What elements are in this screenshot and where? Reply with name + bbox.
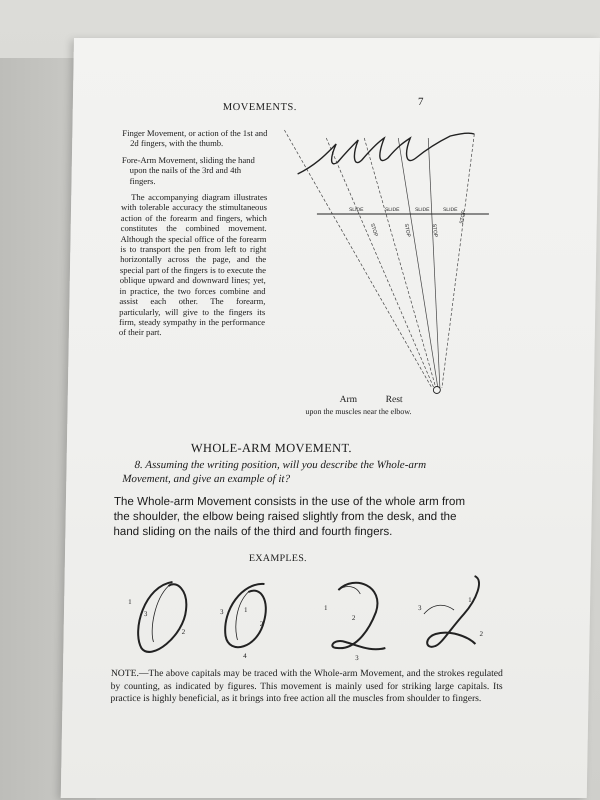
example-capital-o-2 (225, 584, 266, 647)
stroke-number: 2 (181, 628, 186, 636)
writing-stroke (298, 133, 475, 174)
diagram-label: STOP (458, 209, 468, 225)
diagram-label: SLIDE (442, 207, 458, 213)
diagram-label: SLIDE (384, 207, 400, 213)
book-page (61, 38, 600, 798)
body-text: The Whole-arm Movement consists in the use of the whole arm from the shoulder, the elbow being raised slightly from the desk, and the hand sliding on the nails of the third and fourth fingers. (113, 495, 466, 538)
diagram-label: STOP (430, 223, 439, 238)
finger-movement-text: Finger Movement, or action of the 1st and 2d fingers, with the thumb. (122, 128, 268, 149)
elbow-pivot-icon (433, 387, 440, 394)
section-title: WHOLE-ARM MOVEMENT. (190, 441, 352, 455)
fan-line (280, 130, 437, 388)
example-capital-s (423, 576, 479, 647)
stroke-number: 2 (479, 630, 484, 638)
diagram-label: SLIDE (348, 207, 364, 213)
caption-subtitle: upon the muscles near the elbow. (305, 407, 412, 416)
diagram-label: SLIDE (414, 207, 430, 213)
stroke-number: 1 (323, 604, 328, 612)
stroke-number: 3 (417, 604, 422, 612)
fan-line (424, 138, 444, 388)
stroke-number: 2 (259, 620, 264, 628)
stroke-number: 1 (468, 596, 472, 604)
page-number: 7 (417, 96, 424, 108)
question-text: 8. Assuming the writing position, will you describe the Whole-arm Movement, and give an example of it? (122, 459, 427, 485)
capital-examples (123, 570, 505, 664)
caption-rest: Rest (385, 395, 403, 405)
examples-title: EXAMPLES. (248, 553, 307, 564)
example-capital-q (332, 583, 386, 650)
diagram-explanation-paragraph: The accompanying diagram illustrates with tolerable accuracy the stimultaneous action of the forearm and fingers, which constitutes the combined movement. Although the special office of the forearm is to transport the pen from left to right horizontally across the page, and the special part of the fingers is to execute the oblique upward and downward lines; yet, in practice, the two forces combine and assist each other. The forearm, particularly, will give to the fingers its firm, steady sympathy in the performance of their part. (118, 192, 268, 338)
diagram-label: STOP (368, 222, 379, 238)
fan-line (442, 134, 474, 388)
stroke-number: 1 (128, 598, 132, 606)
stroke-number: 1 (243, 606, 248, 614)
forearm-movement-text: Fore-Arm Movement, sliding the hand upon the nails of the 3rd and 4th fingers. (121, 154, 255, 186)
running-head: MOVEMENTS. (222, 102, 298, 113)
fan-line (360, 138, 440, 388)
stroke-number: 4 (243, 652, 247, 660)
note-paragraph: NOTE.—The above capitals may be traced with the Whole-arm Movement, and the strokes regulated by counting, as indicated by figures. This movement is mainly used for striking large capitals. Its practice is highly beneficial, as it brings into free action all the muscles from shoulder to fingers. (110, 668, 504, 705)
stroke-number: 2 (351, 614, 356, 622)
fan-line (322, 138, 438, 388)
diagram-label: STOP (402, 223, 412, 238)
stroke-number: 3 (143, 610, 148, 618)
movement-diagram (274, 124, 499, 396)
stroke-number: 3 (355, 654, 359, 662)
caption-arm: Arm (339, 395, 358, 405)
stroke-number: 3 (219, 608, 224, 616)
left-column (119, 128, 269, 344)
